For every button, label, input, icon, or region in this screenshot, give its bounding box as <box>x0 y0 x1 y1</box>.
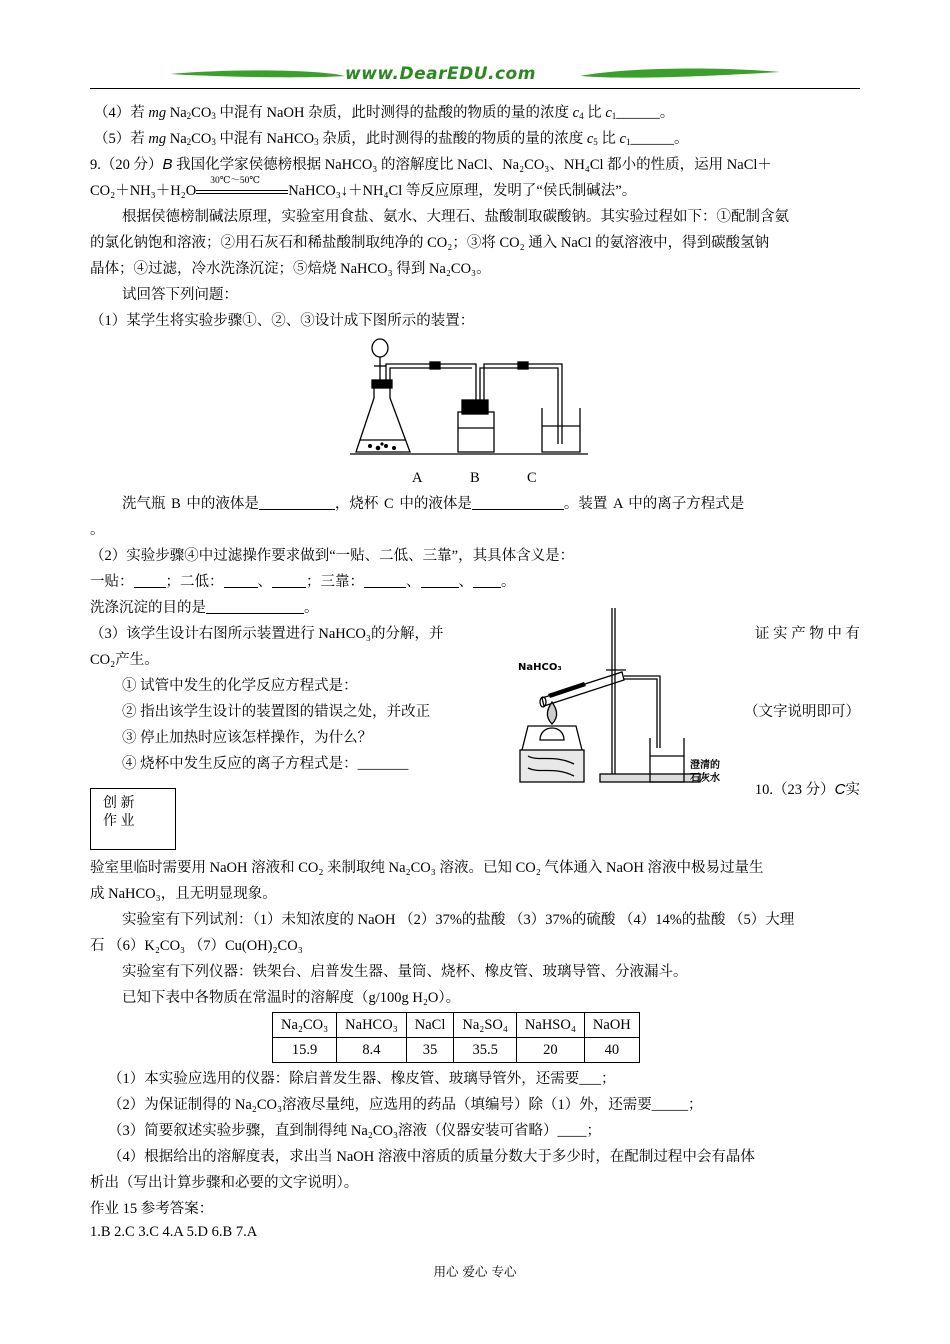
table-cell: 15.9 <box>273 1038 337 1063</box>
q10-a4-line-2: 析出（写出计算步骤和必要的文字说明）。 <box>90 1175 359 1191</box>
solubility-table <box>272 1012 640 1063</box>
fig-label-b: B <box>470 470 480 486</box>
q10-line-2: 成 NaHCO₃，且无明显现象。 <box>90 886 277 902</box>
q9-s2: （2）实验步骤④中过滤操作要求做到“一贴、二低、三靠”，其具体含义是： <box>90 548 575 564</box>
q9-s3a: （3）该学生设计右图所示装置进行 NaHCO₃的分解，并 <box>90 626 444 642</box>
q10-reagents-2: 石 （6）K₂CO₃ （7）Cu(OH)₂CO₃ <box>90 938 303 954</box>
q9-para-3: 晶体；④过滤，冷水洗涤沉淀；⑤焙烧 NaHCO₃ 得到 Na₂CO₃。 <box>90 261 491 277</box>
q9-wash-end: 。 <box>90 522 105 538</box>
answer-blank[interactable] <box>421 573 459 588</box>
q9-s3-1: ① 试管中发生的化学反应方程式是： <box>122 678 358 694</box>
answers-title: 作业 15 参考答案： <box>90 1201 214 1217</box>
answer-blank[interactable] <box>364 573 406 588</box>
table-header-cell: NaCl <box>406 1013 454 1038</box>
q9-s3-2-note: （文字说明即可） <box>744 704 860 720</box>
fig-label-lime-1: 澄清的 <box>690 760 720 771</box>
table-header-cell: NaHCO₃ <box>337 1013 407 1038</box>
answer-blank[interactable] <box>472 495 564 510</box>
table-row <box>273 1013 640 1038</box>
q10-reagents-1: 实验室有下列试剂：（1）未知浓度的 NaOH （2）37%的盐酸 （3）37%的硫酸 （4）14%的盐酸 （5）大理 <box>122 912 795 928</box>
q8-line-4: （4）若 mg $Na_2CO_3$ 中混有 NaOH 杂质，此时测得的盐酸的物质的量的浓度 $c_4$ 比 $c_1\_\_\_\_\_\_$。 <box>94 105 675 121</box>
table-header-cell: NaOH <box>584 1013 639 1038</box>
q10-a3: （3）简要叙述实验步骤，直到制得纯 Na₂CO₃溶液（仪器安装可省略）____； <box>108 1123 602 1139</box>
answer-blank[interactable] <box>272 573 306 588</box>
q9-s3-2: ② 指出该学生设计的装置图的错误之处，并改正 <box>122 704 431 720</box>
q8-line-5: （5）若 mg $Na_2CO_3$ 中混有 NaHCO$_3$ 杂质，此时测得的盐酸的物质的量的浓度 $c_5$ 比 $c_1\_\_\_\_\_\_$。 <box>94 131 689 147</box>
q10-a2: （2）为保证制得的 Na₂CO₃溶液尽量纯，应选用的药品（填编号）除（1）外，还需要_____； <box>108 1097 703 1113</box>
q10-a1: （1）本实验应选用的仪器：除启普发生器、橡皮管、玻璃导管外，还需要___； <box>108 1071 616 1087</box>
box-line-1: 创 新 <box>103 796 135 811</box>
table-header-cell: NaHSO₄ <box>516 1013 584 1038</box>
box-line-2: 作 业 <box>103 814 135 829</box>
apparatus-figure-abc <box>350 336 590 460</box>
q9-s1: （1）某学生将实验步骤①、②、③设计成下图所示的装置： <box>90 313 475 329</box>
q9-para-2: 的氯化钠饱和溶液；②用石灰石和稀盐酸制取纯净的 CO₂；③将 CO₂ 通入 NaCl 的氨溶液中，得到碳酸氢钠 <box>90 235 770 251</box>
page-footer: 用心 爱心 专心 <box>433 1264 517 1279</box>
answer-blank[interactable] <box>206 599 304 614</box>
decomposition-figure <box>514 606 714 786</box>
q10-instruments: 实验室有下列仪器：铁架台、启普发生器、量筒、烧杯、橡皮管、玻璃导管、分液漏斗。 <box>122 964 688 980</box>
fig-label-a: A <box>412 470 423 486</box>
q9-s3-4: ④ 烧杯中发生反应的离子方程式是：_______ <box>122 756 409 772</box>
header-rule <box>90 88 860 89</box>
table-header-cell: Na₂CO₃ <box>273 1013 337 1038</box>
q9-s3c: CO₂产生。 <box>90 652 159 668</box>
table-cell: 35.5 <box>454 1038 517 1063</box>
fig-label-c: C <box>527 470 537 486</box>
q9-ask: 试回答下列问题： <box>122 287 238 303</box>
q9-wash-line: 洗气瓶 B 中的液体是 ，烧杯 C 中的液体是 。装置 A 中的离子方程式是 <box>122 496 745 512</box>
answers-line: 1.B 2.C 3.C 4.A 5.D 6.B 7.A <box>90 1224 258 1240</box>
answer-blank[interactable] <box>134 573 166 588</box>
fig-label-nahco3: NaHCO₃ <box>518 662 562 673</box>
q9-level-tag: B <box>162 156 173 173</box>
q9-s2-blanks: 一贴： ；二低： 、 ；三靠： 、 、 。 <box>90 574 516 590</box>
table-cell: 20 <box>516 1038 584 1063</box>
q10-line-1: 验室里临时需要用 NaOH 溶液和 CO₂ 来制取纯 Na₂CO₃ 溶液。已知 CO₂ 气体通入 NaOH 溶液中极易过量生 <box>90 860 764 876</box>
q9-s3-3: ③ 停止加热时应该怎样操作，为什么？ <box>122 730 373 746</box>
q9-s2-wash-purpose: 洗涤沉淀的目的是 。 <box>90 600 319 616</box>
answer-blank[interactable] <box>259 495 335 510</box>
answer-blank[interactable] <box>473 573 501 588</box>
q9-line-1: 9.（20 分）B 我国化学家侯德榜根据 NaHCO₃ 的溶解度比 NaCl、Na₂CO₃、NH₄Cl 都小的性质，运用 NaCl＋ <box>90 156 772 173</box>
table-cell: 40 <box>584 1038 639 1063</box>
table-header-cell: Na₂SO₄ <box>454 1013 517 1038</box>
site-name[interactable]: www.DearEDU.com <box>345 64 536 84</box>
table-row <box>273 1038 640 1063</box>
table-cell: 8.4 <box>337 1038 407 1063</box>
q9-line-2: CO₂＋NH₃＋H₂O 30℃～50℃ NaHCO₃↓＋NH₄Cl 等反应原理，发明了“侯氏制碱法”。 <box>90 176 637 199</box>
q10-a4-line-1: （4）根据给出的溶解度表，求出当 NaOH 溶液中溶质的质量分数大于多少时，在配制过程中会有晶体 <box>108 1149 755 1165</box>
table-cell: 35 <box>406 1038 454 1063</box>
q10-solubility-intro: 已知下表中各物质在常温时的溶解度（g/100g H₂O）。 <box>122 990 461 1006</box>
q9-para-1: 根据侯德榜制碱法原理，实验室用食盐、氨水、大理石、盐酸制取碳酸钠。其实验过程如下：①配制含氨 <box>122 209 789 225</box>
q10-head: 10.（23 分）C实 <box>754 781 860 798</box>
q9-s3b: 证 实 产 物 中 有 <box>754 626 860 642</box>
answer-blank[interactable] <box>224 573 258 588</box>
fig-label-lime-2: 石灰水 <box>690 773 720 784</box>
q10-level-tag: C <box>834 781 846 798</box>
reaction-condition: 30℃～50℃ <box>196 181 288 197</box>
innovation-box <box>90 788 176 850</box>
